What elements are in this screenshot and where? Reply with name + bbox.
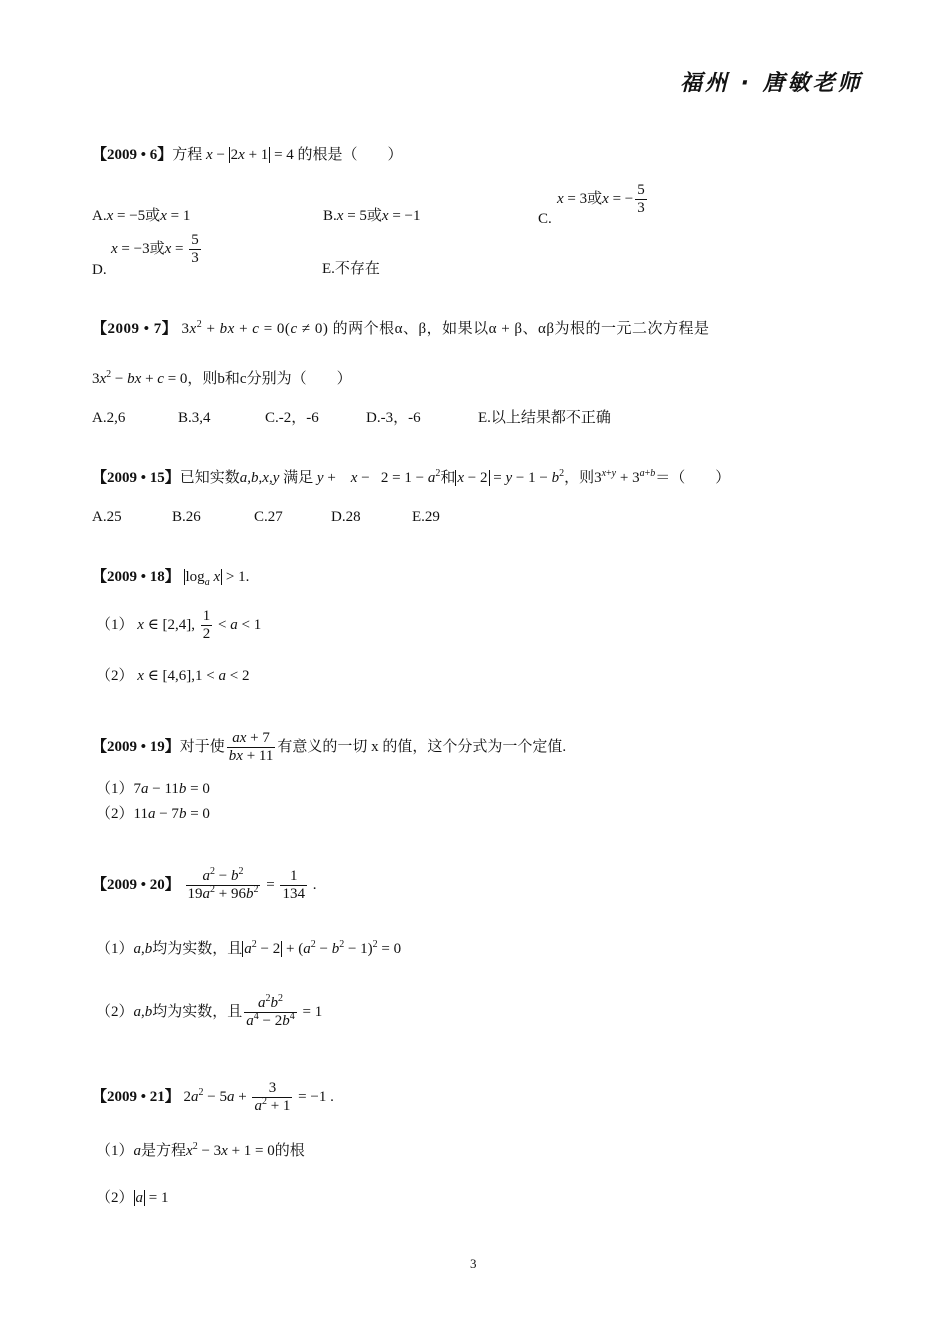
condition-label: （2） [96, 668, 134, 684]
condition-label: （1） [96, 941, 134, 957]
option-c: C.-2，-6 [265, 410, 319, 426]
condition-formula: 7a − 11b = 0 [133, 781, 210, 797]
problem-stem [92, 730, 566, 766]
equation: $3x^2$ + bx + c = 0(c ≠ 0) [181, 319, 329, 337]
fraction: $\frac{ax + 7}{bx + 11}$ [228, 730, 274, 765]
condition-2 [96, 669, 249, 684]
option-d-label: D. [92, 262, 107, 278]
condition-formula: $\frac{a^2b^2}{a^4 - 2b^4}$ [246, 993, 295, 1030]
condition-label: （1） [96, 1143, 134, 1159]
problem-tag: 【2009 • 19】 [92, 739, 180, 756]
problem-stem [92, 148, 403, 163]
option-e: E.不存在 [322, 261, 380, 277]
stem-text: 满足 [283, 470, 314, 486]
condition-formula: x ∈ [4,6],1 < a < 2 [137, 668, 250, 684]
problem-tag: 【2009 • 15】 [92, 470, 180, 486]
problem-stem: 【2009 • 20】 $\frac{a^2 - b^2}{19a^2 + 96b^2}$ = $\frac{1}{134}$ . [92, 866, 317, 903]
page-header-title: 福州 · 唐敏老师 [680, 71, 863, 96]
option-e: E.以上结果都不正确 [478, 410, 611, 426]
stem-text: ，则 [564, 470, 595, 486]
equation: x − 2x + 1 = 4 [206, 147, 294, 163]
condition-formula: $a^2 - 2 + (a^2 - b^2 - 1)^2 = 0$ [244, 939, 402, 957]
equation-1: y + $x - 2 = 1 - a^2$ [316, 468, 441, 486]
option-a: A.2,6 [92, 410, 126, 426]
problem-tag: 【2009 • 21】 [92, 1089, 180, 1106]
condition-text: 均为实数，且 [152, 1004, 243, 1021]
fraction-right: $\frac{1}{134}$ [282, 868, 305, 903]
problem-tag: 【2009 • 6】 [92, 147, 173, 163]
condition-label: （2） [96, 1004, 134, 1021]
condition-formula: $x^2 - 3x + 1 = 0$ [186, 1141, 275, 1159]
condition-2 [96, 807, 210, 822]
page-number: 3 [470, 1256, 477, 1271]
fraction-left: $\frac{a^2 - b^2}{19a^2 + 96b^2}$ [187, 866, 259, 903]
condition-1: （1）a,b均为实数，且 $a^2 - 2 + (a^2 - b^2 - 1)^2 = 0$ [96, 939, 402, 957]
option-d: D.-3，-6 [366, 410, 421, 426]
condition-label: （1） [96, 781, 134, 797]
stem-text: 方程 [172, 147, 203, 163]
option-a [92, 209, 190, 224]
condition-1: （1）a是方程$x^2 - 3x + 1 = 0$的根 [96, 1141, 305, 1159]
problem-tag: 【2009 • 7】 [92, 321, 178, 337]
variables: a [239, 470, 248, 486]
option-label: B. [323, 208, 337, 224]
equation: $3x^2$ − bx + c = 0 [92, 369, 188, 387]
equation-2: $x - 2 = y - 1 - b^2$ [457, 468, 565, 486]
equation: $\log_a x > 1$. [185, 569, 250, 588]
condition-label: （1） [96, 617, 134, 634]
stem-text: 的根是（ ） [297, 147, 403, 163]
condition-formula: x ∈ [2,4], $\frac{1}{2}$ < a < 1 [137, 608, 262, 643]
stem-text: 的两个根α、β，如果以α + β、αβ为根的一元二次方程是 [332, 321, 710, 337]
option-e: E.29 [412, 509, 440, 525]
option-formula: x = 5或x = −1 [336, 208, 421, 224]
problem-stem [92, 319, 710, 337]
option-b: B.26 [172, 509, 201, 525]
equation: $2a^2 - 5a$ + $\frac{3}{a^2 + 1}$ = −1 . [183, 1080, 334, 1115]
condition-text: 均为实数，且 [152, 941, 243, 957]
stem-text: ，则b和c分别为（ ） [187, 371, 352, 387]
condition-text: 是方程 [141, 1143, 187, 1159]
condition-formula: 11a − 7b = 0 [133, 806, 210, 822]
option-d: D.28 [331, 509, 361, 525]
problem-tag: 【2009 • 18】 [92, 569, 180, 585]
condition-1 [96, 608, 261, 644]
option-formula: x = −5或x = 1 [106, 208, 191, 224]
option-b: B.3,4 [178, 410, 211, 426]
problem-stem-line2 [92, 369, 352, 387]
problem-tag: 【2009 • 20】 [92, 877, 180, 894]
stem-text: ＝（ ） [655, 470, 731, 486]
option-c: C.27 [254, 509, 283, 525]
condition-1 [96, 782, 210, 797]
problem-stem: 【2009 • 15】已知实数a,b,x,y 满足 y + $x - 2 = 1 - a^2$和 $x - 2 = y - 1 - b^2$，则$3^{x+y} + 3^{a+b}=$（ ） [92, 468, 731, 486]
condition-label: （2） [96, 806, 134, 822]
option-b [323, 209, 421, 224]
condition-2: （2）a,b均为实数，且 $\frac{a^2b^2}{a^4 - 2b^4}$ = 1 [96, 993, 323, 1030]
expression: $3^{x+y} + 3^{a+b}$ [594, 468, 656, 486]
stem-text: 对于使 [179, 739, 225, 756]
option-c: x = 3或x = − $\frac{5}{3}$ [557, 182, 645, 217]
condition-formula: a = 1 [135, 1190, 169, 1206]
stem-text: 已知实数 [179, 470, 240, 486]
condition-2 [96, 1191, 168, 1206]
option-c-label: C. [538, 211, 552, 227]
problem-stem [92, 1080, 334, 1116]
condition-text: 的根 [274, 1143, 305, 1159]
problem-stem [92, 569, 250, 588]
option-d: x = −3或x = $\frac{5}{3}$ [111, 232, 199, 267]
option-label: A. [92, 208, 107, 224]
stem-text: 和 [440, 470, 456, 486]
condition-label: （2） [96, 1190, 134, 1206]
option-a: A.25 [92, 509, 122, 525]
stem-text: 有意义的一切 x 的值，这个分式为一个定值. [277, 739, 567, 756]
